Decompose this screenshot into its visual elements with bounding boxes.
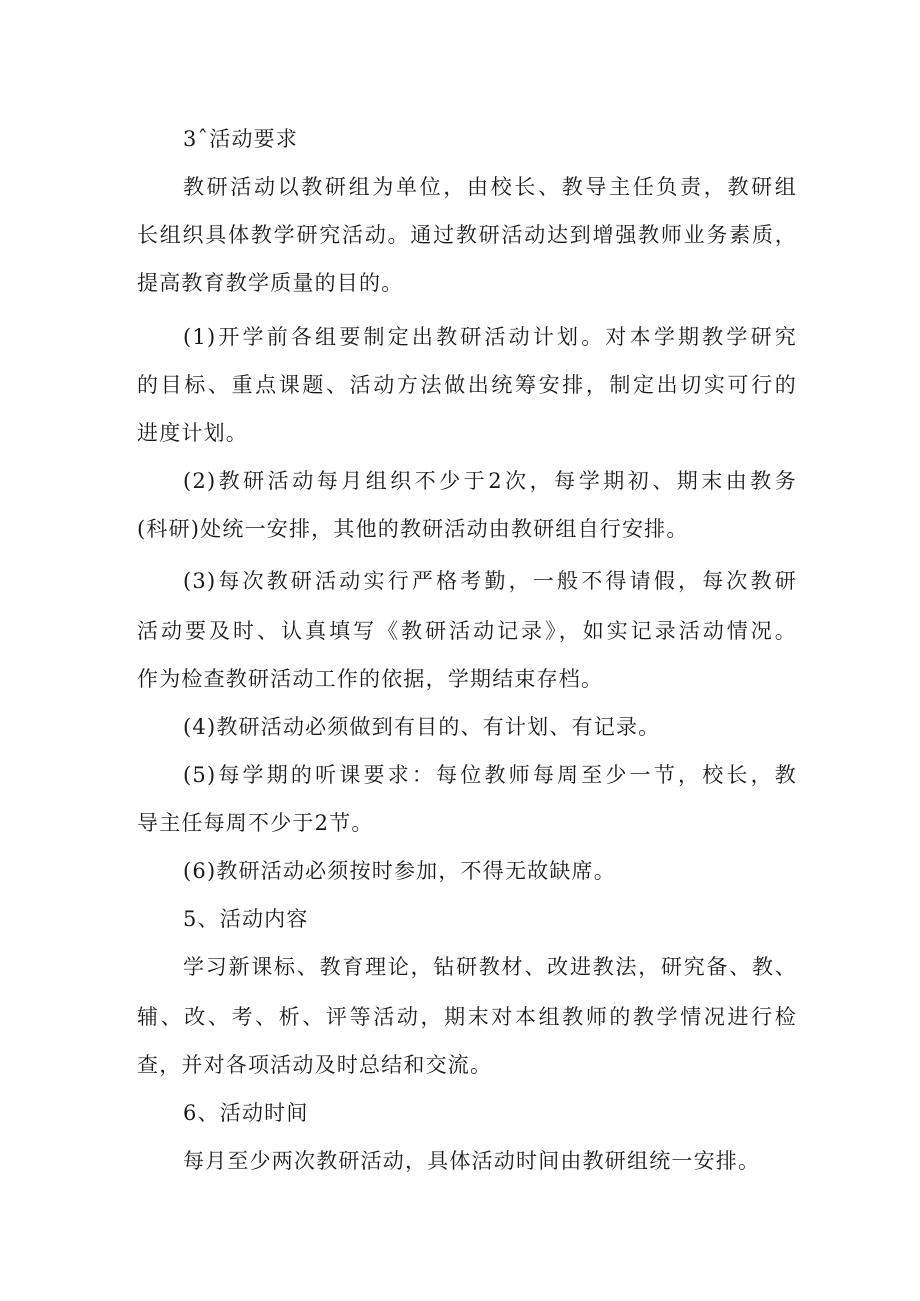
paragraph-line: 每月至少两次教研活动，具体活动时间由教研组统一安排。 bbox=[183, 1149, 761, 1173]
list-item-3-line: 活动要及时、认真填写《教研活动记录》，如实记录活动情况。 bbox=[137, 619, 797, 643]
list-item-1-line: (1)开学前各组要制定出教研活动计划。对本学期教学研究 bbox=[183, 325, 797, 349]
list-item-1-line: 进度计划。 bbox=[137, 421, 248, 445]
paragraph-line: 辅、改、考、析、评等活动，期末对本组教师的教学情况进行检 bbox=[137, 1005, 797, 1029]
list-item-3-line: 作为检查教研活动工作的依据，学期结束存档。 bbox=[137, 667, 604, 691]
list-item-5-line: (5)每学期的听课要求：每位教师每周至少一节，校长，教 bbox=[183, 763, 797, 787]
section-heading-time: 6、活动时间 bbox=[183, 1101, 309, 1125]
list-item-1-line: 的目标、重点课题、活动方法做出统筹安排，制定出切实可行的 bbox=[137, 373, 797, 397]
section-heading-requirements: 3ˆ活动要求 bbox=[183, 127, 299, 151]
paragraph-line: 学习新课标、教育理论，钻研教材、改进教法，研究备、教、 bbox=[183, 955, 797, 979]
paragraph-line: 查，并对各项活动及时总结和交流。 bbox=[137, 1053, 493, 1077]
list-item-2-line: (科研)处统一安排，其他的教研活动由教研组自行安排。 bbox=[137, 517, 689, 541]
list-item-6-line: (6)教研活动必须按时参加，不得无故缺席。 bbox=[183, 859, 616, 883]
paragraph-line: 长组织具体教学研究活动。通过教研活动达到增强教师业务素质， bbox=[137, 223, 797, 247]
list-item-4-line: (4)教研活动必须做到有目的、有计划、有记录。 bbox=[183, 715, 661, 739]
list-item-3-line: (3)每次教研活动实行严格考勤，一般不得请假，每次教研 bbox=[183, 569, 797, 593]
list-item-5-line: 导主任每周不少于2节。 bbox=[137, 811, 374, 835]
list-item-2-line: (2)教研活动每月组织不少于2次，每学期初、期末由教务 bbox=[183, 469, 797, 493]
paragraph-line: 教研活动以教研组为单位，由校长、教导主任负责，教研组 bbox=[183, 175, 797, 199]
section-heading-content: 5、活动内容 bbox=[183, 907, 309, 931]
paragraph-line: 提高教育教学质量的目的。 bbox=[137, 271, 404, 295]
